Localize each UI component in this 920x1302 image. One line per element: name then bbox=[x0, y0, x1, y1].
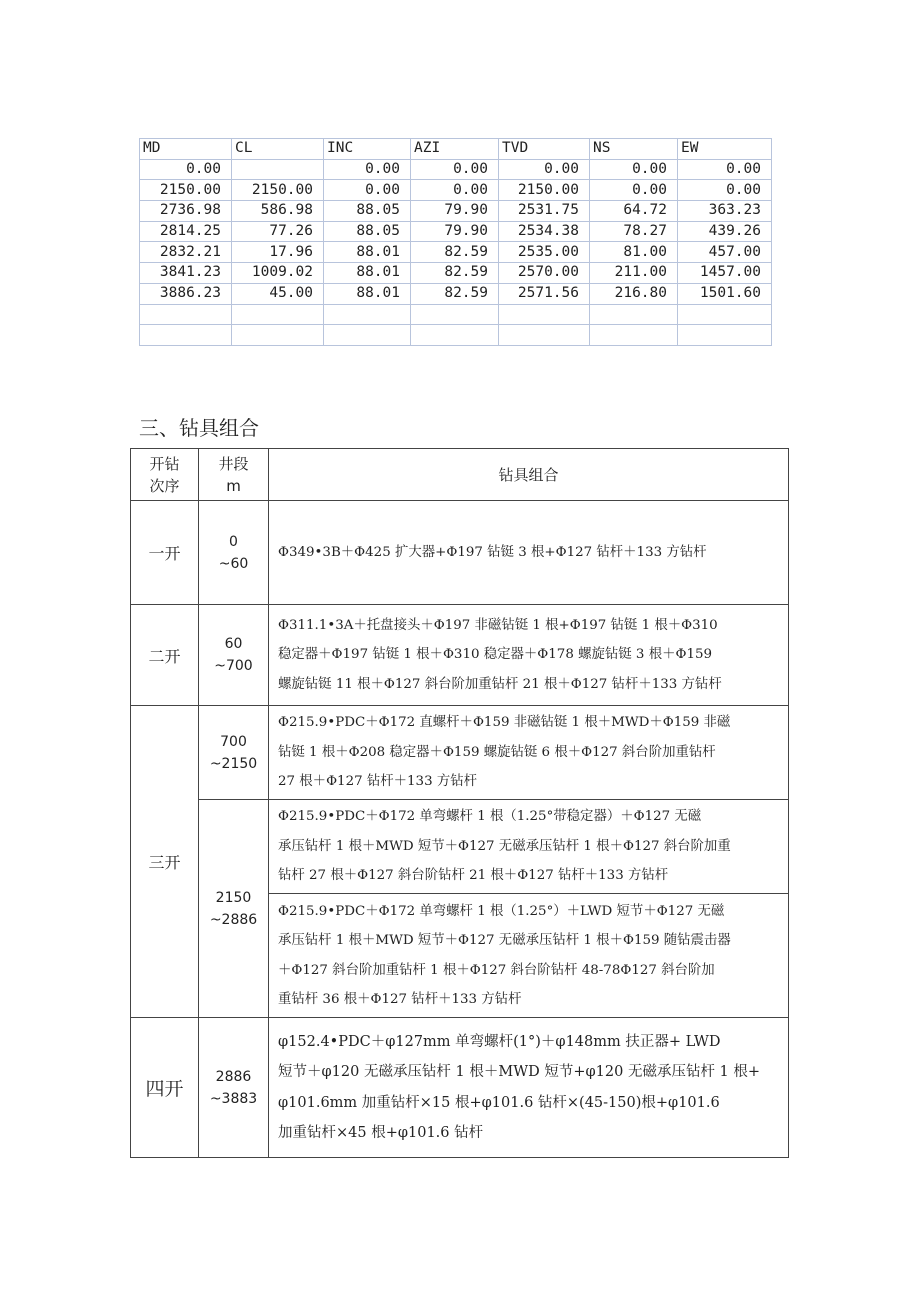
survey-cell-md: 2814.25 bbox=[140, 221, 232, 242]
bha-table bbox=[130, 448, 789, 1158]
survey-cell-ew: 457.00 bbox=[678, 242, 772, 263]
survey-cell-ns: 64.72 bbox=[590, 201, 678, 222]
survey-cell-md: 3886.23 bbox=[140, 283, 232, 304]
survey-cell-tvd: 2571.56 bbox=[499, 283, 590, 304]
segment-cell: 0 ~60 bbox=[199, 501, 269, 605]
survey-cell-ew: 1501.60 bbox=[678, 283, 772, 304]
survey-cell-md bbox=[140, 304, 232, 325]
survey-row bbox=[140, 325, 772, 346]
survey-header-row bbox=[140, 139, 772, 160]
survey-cell-md: 3841.23 bbox=[140, 263, 232, 284]
survey-cell-ew bbox=[678, 325, 772, 346]
survey-table bbox=[139, 138, 772, 346]
combo-cell: Φ349•3B＋Φ425 扩大器+Φ197 钻铤 3 根+Φ127 钻杆＋133 方钻杆 bbox=[269, 501, 789, 605]
survey-cell-inc bbox=[324, 325, 411, 346]
segment-cell: 60 ~700 bbox=[199, 605, 269, 706]
segment-cell: 700 ~2150 bbox=[199, 706, 269, 800]
survey-cell-inc: 88.01 bbox=[324, 263, 411, 284]
survey-row bbox=[140, 159, 772, 180]
survey-cell-md: 2736.98 bbox=[140, 201, 232, 222]
survey-cell-ns: 78.27 bbox=[590, 221, 678, 242]
stage-cell: 二开 bbox=[131, 605, 199, 706]
survey-cell-cl: 17.96 bbox=[232, 242, 324, 263]
combo-cell: φ152.4•PDC＋φ127mm 单弯螺杆(1°)＋φ148mm 扶正器+ LWD 短节＋φ120 无磁承压钻杆 1 根＋MWD 短节+φ120 无磁承压钻杆 1 根+ φ101.6mm 加重钻杆×15 根+φ101.6 钻杆×(45-150)根+φ101.6 加重钻杆×45 根+φ101.6 钻杆 bbox=[269, 1018, 789, 1158]
survey-row bbox=[140, 304, 772, 325]
survey-cell-cl: 586.98 bbox=[232, 201, 324, 222]
stage-cell: 四开 bbox=[131, 1018, 199, 1158]
survey-cell-inc: 88.01 bbox=[324, 283, 411, 304]
combo-cell: Φ215.9•PDC＋Φ172 单弯螺杆 1 根（1.25°带稳定器）＋Φ127 无磁 承压钻杆 1 根＋MWD 短节＋Φ127 无磁承压钻杆 1 根＋Φ127 斜台阶加重 钻杆 27 根＋Φ127 斜台阶钻杆 21 根＋Φ127 钻杆＋133 方钻杆 bbox=[269, 800, 789, 894]
survey-cell-tvd: 2534.38 bbox=[499, 221, 590, 242]
survey-row bbox=[140, 221, 772, 242]
bha-row bbox=[131, 1018, 789, 1158]
survey-cell-inc: 0.00 bbox=[324, 180, 411, 201]
survey-cell-inc: 88.05 bbox=[324, 201, 411, 222]
survey-cell-tvd bbox=[499, 304, 590, 325]
survey-header-azi: AZI bbox=[411, 139, 499, 160]
combo-cell: Φ215.9•PDC＋Φ172 直螺杆＋Φ159 非磁钻铤 1 根＋MWD＋Φ159 非磁 钻铤 1 根＋Φ208 稳定器＋Φ159 螺旋钻铤 6 根＋Φ127 斜台阶加重钻杆 27 根＋Φ127 钻杆＋133 方钻杆 bbox=[269, 706, 789, 800]
stage-cell: 一开 bbox=[131, 501, 199, 605]
survey-cell-cl bbox=[232, 304, 324, 325]
survey-cell-ew: 439.26 bbox=[678, 221, 772, 242]
survey-cell-tvd: 0.00 bbox=[499, 159, 590, 180]
segment-cell: 2886 ~3883 bbox=[199, 1018, 269, 1158]
survey-cell-tvd bbox=[499, 325, 590, 346]
survey-cell-md: 2150.00 bbox=[140, 180, 232, 201]
survey-cell-azi bbox=[411, 304, 499, 325]
survey-row bbox=[140, 263, 772, 284]
survey-cell-tvd: 2570.00 bbox=[499, 263, 590, 284]
survey-header-inc: INC bbox=[324, 139, 411, 160]
survey-cell-md bbox=[140, 325, 232, 346]
survey-cell-md: 0.00 bbox=[140, 159, 232, 180]
survey-cell-ns: 81.00 bbox=[590, 242, 678, 263]
survey-cell-ns: 211.00 bbox=[590, 263, 678, 284]
segment-cell: 2150 ~2886 bbox=[199, 800, 269, 1018]
survey-cell-ew: 1457.00 bbox=[678, 263, 772, 284]
survey-cell-azi bbox=[411, 325, 499, 346]
survey-cell-cl: 45.00 bbox=[232, 283, 324, 304]
section-title: 三、钻具组合 bbox=[139, 416, 259, 440]
combo-cell: Φ215.9•PDC＋Φ172 单弯螺杆 1 根（1.25°）＋LWD 短节＋Φ127 无磁 承压钻杆 1 根＋MWD 短节＋Φ127 无磁承压钻杆 1 根＋Φ159 随钻震击器 ＋Φ127 斜台阶加重钻杆 1 根＋Φ127 斜台阶钻杆 48-78Φ127 斜台阶加 重钻杆 36 根＋Φ127 钻杆＋133 方钻杆 bbox=[269, 894, 789, 1018]
survey-row bbox=[140, 180, 772, 201]
survey-cell-inc bbox=[324, 304, 411, 325]
survey-cell-inc: 88.05 bbox=[324, 221, 411, 242]
survey-header-ns: NS bbox=[590, 139, 678, 160]
survey-cell-cl: 77.26 bbox=[232, 221, 324, 242]
bha-row bbox=[131, 605, 789, 706]
survey-cell-inc: 88.01 bbox=[324, 242, 411, 263]
survey-cell-ns bbox=[590, 304, 678, 325]
header-stage: 开钻 次序 bbox=[131, 449, 199, 501]
header-combo: 钻具组合 bbox=[269, 449, 789, 501]
survey-cell-azi: 82.59 bbox=[411, 283, 499, 304]
survey-row bbox=[140, 242, 772, 263]
survey-cell-tvd: 2150.00 bbox=[499, 180, 590, 201]
survey-cell-ew: 0.00 bbox=[678, 180, 772, 201]
survey-header-ew: EW bbox=[678, 139, 772, 160]
survey-cell-ns: 0.00 bbox=[590, 180, 678, 201]
survey-row bbox=[140, 283, 772, 304]
survey-cell-azi: 0.00 bbox=[411, 159, 499, 180]
stage-cell: 三开 bbox=[131, 706, 199, 1018]
bha-row bbox=[131, 706, 789, 800]
bha-row bbox=[131, 501, 789, 605]
survey-row bbox=[140, 201, 772, 222]
survey-cell-cl: 2150.00 bbox=[232, 180, 324, 201]
combo-cell: Φ311.1•3A＋托盘接头＋Φ197 非磁钻铤 1 根+Φ197 钻铤 1 根＋Φ310 稳定器＋Φ197 钻铤 1 根＋Φ310 稳定器＋Φ178 螺旋钻铤 3 根＋Φ159 螺旋钻铤 11 根＋Φ127 斜台阶加重钻杆 21 根＋Φ127 钻杆＋133 方钻杆 bbox=[269, 605, 789, 706]
survey-cell-azi: 79.90 bbox=[411, 201, 499, 222]
survey-cell-cl bbox=[232, 325, 324, 346]
survey-cell-azi: 82.59 bbox=[411, 242, 499, 263]
survey-cell-md: 2832.21 bbox=[140, 242, 232, 263]
survey-cell-ns: 216.80 bbox=[590, 283, 678, 304]
survey-cell-azi: 79.90 bbox=[411, 221, 499, 242]
survey-cell-ew bbox=[678, 304, 772, 325]
header-segment: 井段 m bbox=[199, 449, 269, 501]
survey-header-md: MD bbox=[140, 139, 232, 160]
survey-header-tvd: TVD bbox=[499, 139, 590, 160]
survey-cell-cl bbox=[232, 159, 324, 180]
bha-header-row bbox=[131, 449, 789, 501]
survey-cell-ew: 363.23 bbox=[678, 201, 772, 222]
survey-cell-tvd: 2531.75 bbox=[499, 201, 590, 222]
survey-cell-azi: 82.59 bbox=[411, 263, 499, 284]
survey-header-cl: CL bbox=[232, 139, 324, 160]
survey-cell-ns bbox=[590, 325, 678, 346]
survey-cell-inc: 0.00 bbox=[324, 159, 411, 180]
bha-row bbox=[131, 800, 789, 894]
survey-cell-ns: 0.00 bbox=[590, 159, 678, 180]
survey-cell-cl: 1009.02 bbox=[232, 263, 324, 284]
survey-cell-azi: 0.00 bbox=[411, 180, 499, 201]
survey-cell-ew: 0.00 bbox=[678, 159, 772, 180]
survey-cell-tvd: 2535.00 bbox=[499, 242, 590, 263]
